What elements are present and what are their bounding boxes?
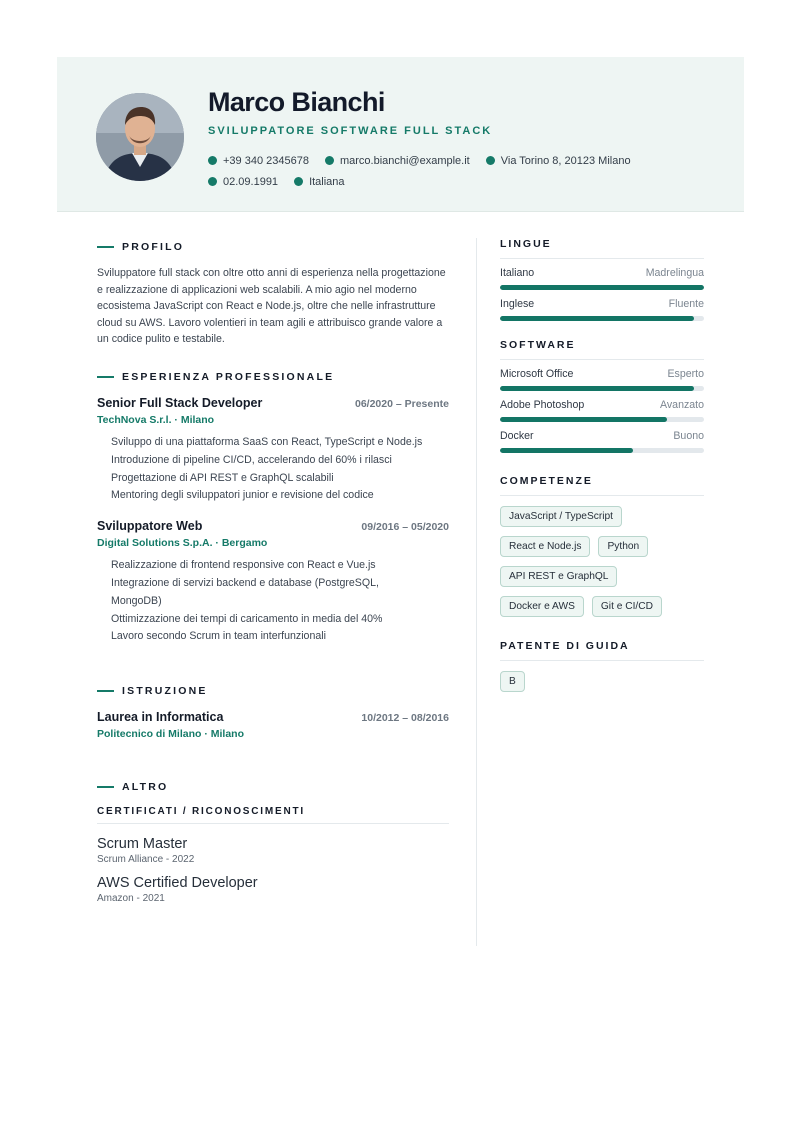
job-bullet: Ottimizzazione dei tempi di caricamento in media del 40%	[111, 612, 383, 625]
contact-address: Via Torino 8, 20123 Milano	[486, 155, 631, 167]
skill-tag: API REST e GraphQL	[500, 566, 617, 587]
skill-tag: Git e CI/CD	[592, 596, 662, 617]
bullet-dot-icon	[486, 156, 495, 165]
software-row	[500, 368, 704, 380]
degree-title: Laurea in Informatica	[97, 710, 224, 725]
language-item	[500, 298, 704, 321]
contact-phone: +39 340 2345678	[208, 155, 309, 167]
job-bullets	[97, 434, 449, 505]
job-company: Digital Solutions S.p.A. · Bergamo	[97, 537, 268, 550]
section-accent-bar	[97, 376, 114, 378]
person-name: Marco Bianchi	[208, 87, 385, 117]
language-row	[500, 298, 704, 310]
job-bullet: Mentoring degli sviluppatori junior e revisione del codice	[111, 489, 374, 502]
profile-summary: Sviluppatore full stack con oltre otto anni di esperienza nella progettazione e realizzazione di applicazioni web scalabili. A mio agio nel moderno ecosistema JavaScript con React e Node.js, oltre che nelle infrastrutture cloud su AWS. Lavoro volentieri in team agili e attribuisco grande valore a un codice pulito e testabile.	[97, 267, 446, 346]
level-bar-track	[500, 386, 704, 391]
section-accent-bar	[97, 786, 114, 788]
certificate-name: Scrum Master	[97, 836, 188, 853]
section-title-other: ALTRO	[97, 778, 449, 796]
job-header	[97, 519, 449, 533]
skill-tag: React e Node.js	[500, 536, 590, 557]
side-column	[500, 238, 704, 701]
job-role: SVILUPPATORE SOFTWARE FULL STACK	[208, 125, 493, 137]
language-name: Inglese	[500, 298, 535, 310]
job-bullet: Realizzazione di frontend responsive con React e Vue.js	[111, 559, 376, 572]
job-bullet: Introduzione di pipeline CI/CD, accelerando del 60% i rilasci	[111, 453, 392, 466]
section-accent-bar	[97, 690, 114, 692]
software-row	[500, 430, 704, 442]
job-title: Senior Full Stack Developer	[97, 395, 263, 410]
section-title-license: PATENTE DI GUIDA	[500, 640, 704, 661]
software-level: Avanzato	[660, 399, 704, 411]
contact-row	[208, 150, 728, 171]
certificates-subtitle: CERTIFICATI / RICONOSCIMENTI	[97, 806, 449, 824]
job-bullet: Integrazione di servizi backend e database (PostgreSQL, MongoDB)	[111, 576, 379, 607]
certificate-name: AWS Certified Developer	[97, 875, 258, 892]
tag-row	[500, 566, 704, 596]
language-level: Madrelingua	[645, 267, 704, 279]
tag-row	[500, 536, 704, 566]
job-bullets	[97, 557, 397, 646]
software-row	[500, 399, 704, 411]
job-entry	[97, 396, 449, 505]
avatar-portrait-icon	[96, 93, 184, 181]
software-item	[500, 368, 704, 391]
skill-tag: JavaScript / TypeScript	[500, 506, 622, 527]
skill-tag: Docker e AWS	[500, 596, 584, 617]
section-accent-bar	[97, 246, 114, 248]
license-tags	[500, 671, 704, 701]
level-bar-fill	[500, 386, 694, 391]
skill-tag: Python	[598, 536, 648, 557]
section-title-education: ISTRUZIONE	[97, 682, 449, 700]
section-title-skills: COMPETENZE	[500, 475, 704, 496]
section-title-experience: ESPERIENZA PROFESSIONALE	[97, 368, 449, 386]
level-bar-track	[500, 285, 704, 290]
column-divider	[476, 238, 477, 946]
job-bullet: Lavoro secondo Scrum in team interfunzionali	[111, 630, 326, 643]
bullet-dot-icon	[325, 156, 334, 165]
language-name: Italiano	[500, 267, 535, 279]
level-bar-fill	[500, 285, 704, 290]
education-entry	[97, 710, 449, 740]
profile-photo	[96, 93, 184, 181]
tag-row	[500, 506, 704, 536]
contact-nationality: Italiana	[294, 176, 344, 188]
job-bullet: Sviluppo di una piattaforma SaaS con React, TypeScript e Node.js	[111, 435, 423, 448]
software-level: Buono	[673, 430, 704, 442]
certificate-meta: Scrum Alliance - 2022	[97, 854, 195, 866]
software-level: Esperto	[667, 368, 704, 380]
job-header	[97, 396, 449, 410]
software-item	[500, 399, 704, 422]
software-name: Microsoft Office	[500, 368, 574, 380]
skill-tags	[500, 506, 704, 626]
software-name: Adobe Photoshop	[500, 399, 585, 411]
language-row	[500, 267, 704, 279]
certificate-meta: Amazon - 2021	[97, 893, 165, 905]
software-item	[500, 430, 704, 453]
software-name: Docker	[500, 430, 534, 442]
level-bar-fill	[500, 316, 694, 321]
education-date: 10/2012 – 08/2016	[361, 712, 449, 725]
language-level: Fluente	[668, 298, 704, 310]
main-column	[97, 238, 449, 904]
certificate-item	[97, 836, 449, 865]
language-item	[500, 267, 704, 290]
job-date: 06/2020 – Presente	[355, 397, 449, 410]
education-header	[97, 710, 449, 724]
cv-header	[57, 57, 744, 212]
job-company: TechNova S.r.l. · Milano	[97, 413, 215, 426]
level-bar-track	[500, 316, 704, 321]
level-bar-track	[500, 417, 704, 422]
education-institution: Politecnico di Milano · Milano	[97, 728, 245, 741]
job-title: Sviluppatore Web	[97, 519, 203, 534]
section-title-software: SOFTWARE	[500, 339, 704, 360]
contact-list	[208, 150, 728, 192]
contact-birthdate: 02.09.1991	[208, 176, 278, 188]
contact-email: marco.bianchi@example.it	[325, 155, 470, 167]
job-date: 09/2016 – 05/2020	[361, 521, 449, 534]
job-entry	[97, 519, 449, 646]
level-bar-fill	[500, 448, 633, 453]
job-bullet: Progettazione di API REST e GraphQL scalabili	[111, 471, 334, 484]
tag-row	[500, 596, 704, 626]
level-bar-track	[500, 448, 704, 453]
section-title-languages: LINGUE	[500, 238, 704, 259]
license-tag: B	[500, 671, 525, 692]
contact-row	[208, 171, 728, 192]
level-bar-fill	[500, 417, 667, 422]
certificate-item	[97, 875, 449, 904]
bullet-dot-icon	[208, 177, 217, 186]
bullet-dot-icon	[294, 177, 303, 186]
bullet-dot-icon	[208, 156, 217, 165]
section-title-profile: PROFILO	[97, 238, 449, 256]
